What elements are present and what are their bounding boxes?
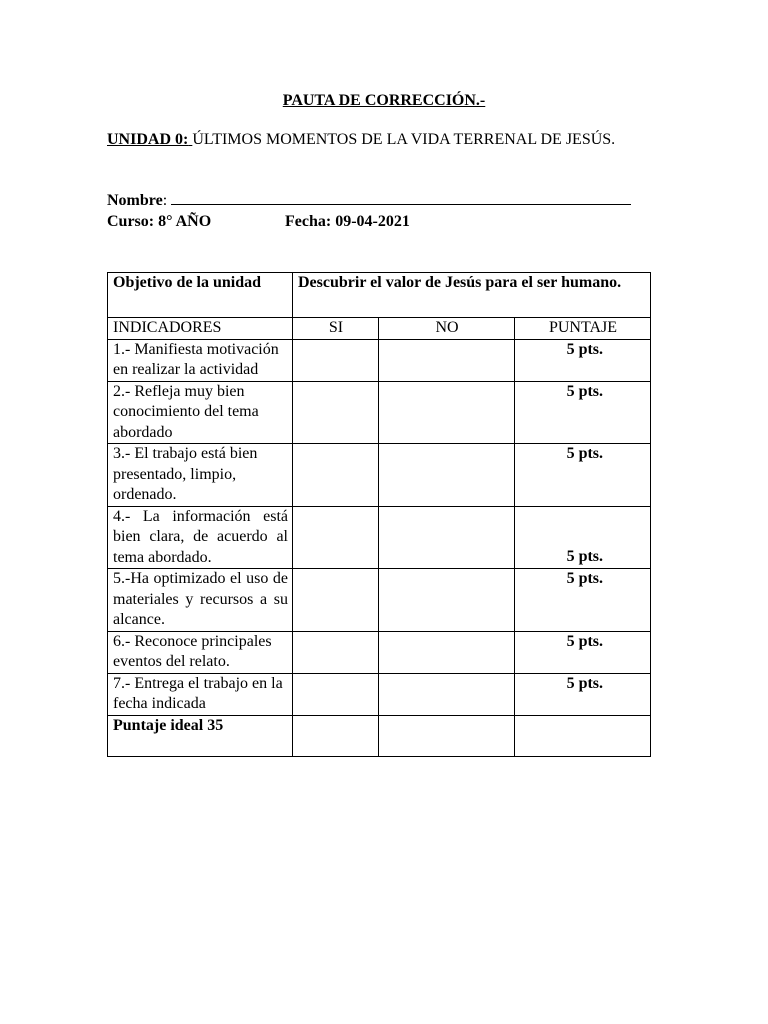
points-cell: 5 pts.	[515, 506, 651, 569]
points-cell: 5 pts.	[515, 569, 651, 632]
si-cell[interactable]	[293, 631, 379, 673]
indicator-cell: 4.- La información está bien clara, de acuerdo al tema abordado.	[108, 506, 293, 569]
date-value: Fecha: 09-04-2021	[285, 213, 410, 230]
total-label: Puntaje ideal 35	[108, 715, 293, 756]
no-cell[interactable]	[379, 381, 515, 444]
indicator-cell: 2.- Refleja muy bien conocimiento del tema abordado	[108, 381, 293, 444]
table-row	[108, 444, 651, 507]
no-cell[interactable]	[379, 444, 515, 507]
no-cell[interactable]	[379, 569, 515, 632]
table-row	[108, 673, 651, 715]
points-cell: 5 pts.	[515, 381, 651, 444]
header-puntaje: PUNTAJE	[515, 318, 651, 340]
si-cell[interactable]	[293, 381, 379, 444]
name-label: Nombre	[107, 192, 163, 209]
si-cell[interactable]	[293, 339, 379, 381]
points-cell: 5 pts.	[515, 673, 651, 715]
objective-text: Descubrir el valor de Jesús para el ser humano.	[293, 273, 651, 318]
course-value: Curso: 8° AÑO	[107, 213, 212, 230]
table-row	[108, 339, 651, 381]
header-indicadores: INDICADORES	[108, 318, 293, 340]
rubric-table	[107, 272, 651, 757]
total-si-cell[interactable]	[293, 715, 379, 756]
header-si: SI	[293, 318, 379, 340]
no-cell[interactable]	[379, 631, 515, 673]
si-cell[interactable]	[293, 569, 379, 632]
objective-label: Objetivo de la unidad	[108, 273, 293, 318]
unit-label: UNIDAD 0:	[107, 131, 189, 148]
indicator-cell: 7.- Entrega el trabajo en la fecha indicada	[108, 673, 293, 715]
table-row	[108, 506, 651, 569]
si-cell[interactable]	[293, 506, 379, 569]
document-title: PAUTA DE CORRECCIÓN.-	[282, 92, 486, 109]
si-cell[interactable]	[293, 444, 379, 507]
indicator-cell: 1.- Manifiesta motivación en realizar la actividad	[108, 339, 293, 381]
total-row	[108, 715, 651, 756]
si-cell[interactable]	[293, 673, 379, 715]
course-line	[107, 212, 410, 232]
points-cell: 5 pts.	[515, 631, 651, 673]
table-row	[108, 569, 651, 632]
points-cell: 5 pts.	[515, 444, 651, 507]
indicator-cell: 6.- Reconoce principales eventos del relato.	[108, 631, 293, 673]
table-row	[108, 631, 651, 673]
indicator-cell: 3.- El trabajo está bien presentado, limpio, ordenado.	[108, 444, 293, 507]
table-row	[108, 381, 651, 444]
no-cell[interactable]	[379, 339, 515, 381]
objective-row	[108, 273, 651, 318]
name-blank[interactable]	[171, 190, 631, 205]
indicator-cell: 5.-Ha optimizado el uso de materiales y recursos a su alcance.	[108, 569, 293, 632]
total-points-cell[interactable]	[515, 715, 651, 756]
unit-title: ÚLTIMOS MOMENTOS DE LA VIDA TERRENAL DE JESÚS.	[192, 131, 616, 148]
name-line: Nombre:	[107, 190, 667, 211]
unit-heading	[107, 128, 661, 151]
header-no: NO	[379, 318, 515, 340]
no-cell[interactable]	[379, 673, 515, 715]
no-cell[interactable]	[379, 506, 515, 569]
points-cell: 5 pts.	[515, 339, 651, 381]
total-no-cell[interactable]	[379, 715, 515, 756]
header-row	[108, 318, 651, 340]
